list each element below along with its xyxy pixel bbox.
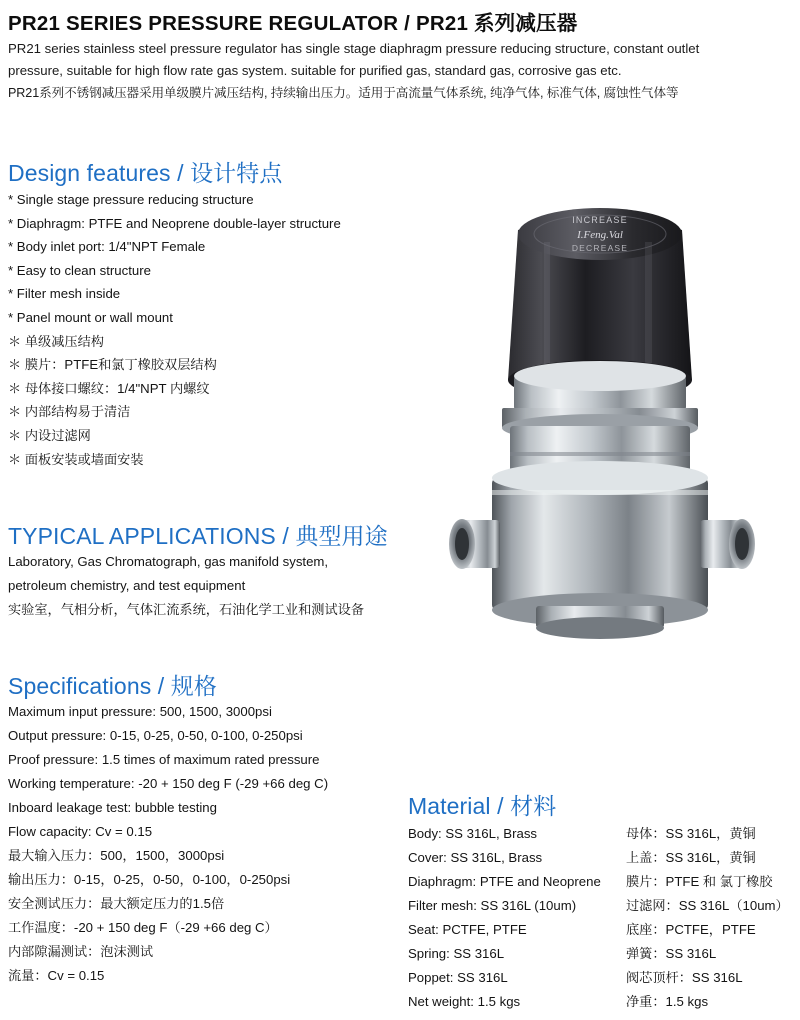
material-en: Filter mesh: SS 316L (10um) [408, 898, 577, 913]
bonnet-collar-top [514, 361, 686, 391]
list-item: ＊ 内设过滤网 [8, 427, 91, 443]
material-cn: 过滤网：SS 316L（10um） [626, 898, 789, 913]
port-left [449, 519, 500, 569]
table-row [408, 918, 800, 942]
spec-line: 流量：Cv = 0.15 [8, 968, 105, 983]
material-cn: 母体：SS 316L，黄铜 [626, 826, 756, 841]
spec-line: 输出压力：0-15，0-25，0-50，0-100，0-250psi [8, 872, 291, 887]
list-item: * Single stage pressure reducing structure [8, 192, 254, 207]
intro-line-2: pressure, suitable for high flow rate gas system. suitable for purified gas, standard gas, corrosive gas etc. [8, 63, 622, 78]
product-photo [440, 190, 770, 710]
applications-line: petroleum chemistry, and test equipment [8, 578, 246, 593]
knob-label-brand: I.Feng.Val [577, 229, 623, 241]
spec-line: Output pressure: 0-15, 0-25, 0-50, 0-100, 0-250psi [8, 728, 303, 743]
specifications-heading-sep: / [151, 673, 171, 699]
list-item: ＊ 面板安装或墙面安装 [8, 451, 144, 467]
spec-line: Working temperature: -20 + 150 deg F (-29 +66 deg C) [8, 776, 329, 791]
knob-label-decrease: DECREASE [571, 243, 629, 253]
list-item: ＊ 内部结构易于清洁 [8, 404, 131, 420]
table-row [408, 894, 800, 918]
page-title-en: PR21 SERIES PRESSURE REGULATOR / [8, 12, 416, 35]
cover-seam [510, 452, 690, 456]
material-en: Poppet: SS 316L [408, 970, 508, 985]
list-item: * Panel mount or wall mount [8, 309, 173, 325]
specifications-list [8, 700, 328, 988]
material-heading-en: Material [408, 793, 491, 819]
spec-line: Proof pressure: 1.5 times of maximum rated pressure [8, 752, 320, 767]
intro-line-1: PR21 series stainless steel pressure regulator has single stage diaphragm pressure reducing structure, constant outlet [8, 41, 700, 56]
specifications-heading-en: Specifications [8, 673, 152, 699]
material-en: Net weight: 1.5 kgs [408, 994, 521, 1009]
material-cn: 上盖：SS 316L，黄铜 [626, 850, 756, 865]
design-features-heading-cn: 设计特点 [190, 160, 283, 186]
spec-line: 工作温度：-20 + 150 deg F（-29 +66 deg C） [8, 920, 278, 935]
bottom-cap-end [536, 617, 664, 639]
knob-label-increase: INCREASE [572, 215, 628, 225]
applications-line: 实验室，气相分析，气体汇流系统，石油化学工业和测试设备 [8, 602, 365, 617]
table-row [408, 846, 800, 870]
design-features-heading [8, 155, 282, 188]
material-heading-cn: 材料 [510, 793, 557, 819]
table-row [408, 990, 800, 1014]
page-title [8, 6, 577, 36]
spec-line: 安全测试压力：最大额定压力的1.5倍 [8, 896, 225, 911]
page-title-cn: PR21 系列减压器 [415, 12, 578, 35]
applications-line: Laboratory, Gas Chromatograph, gas manifold system, [8, 554, 329, 569]
typical-applications-heading [8, 518, 388, 551]
spec-line: 最大输入压力：500，1500，3000psi [8, 848, 225, 863]
regulator-body [492, 478, 708, 610]
specifications-heading-cn: 规格 [170, 673, 217, 699]
body-top [492, 461, 708, 495]
material-cn: 净重：1.5 kgs [626, 994, 709, 1009]
material-en: Seat: PCTFE, PTFE [408, 922, 527, 937]
table-row [408, 870, 800, 894]
spec-line: Maximum input pressure: 500, 1500, 3000psi [8, 704, 272, 719]
intro-paragraph [8, 38, 788, 104]
material-en: Cover: SS 316L, Brass [408, 850, 543, 865]
list-item: ＊ 母体接口螺纹：1/4"NPT 内螺纹 [8, 380, 210, 396]
specifications-heading [8, 668, 217, 701]
list-item: * Diaphragm: PTFE and Neoprene double-layer structure [8, 215, 341, 231]
material-table [408, 822, 800, 1014]
material-heading-sep: / [490, 793, 511, 819]
spec-line: Inboard leakage test: bubble testing [8, 800, 217, 815]
design-features-heading-sep: / [170, 160, 191, 186]
table-row [408, 966, 800, 990]
material-en: Spring: SS 316L [408, 946, 505, 961]
spec-line: 内部隙漏测试：泡沫测试 [8, 944, 154, 959]
material-cn: 底座：PCTFE，PTFE [626, 922, 756, 937]
typical-applications-heading-en: TYPICAL APPLICATIONS [8, 523, 276, 549]
list-item: ＊ 膜片：PTFE和氯丁橡胶双层结构 [8, 357, 217, 373]
pressure-regulator-illustration [440, 190, 770, 710]
knob-highlight [645, 242, 652, 378]
table-row [408, 942, 800, 966]
material-cn: 弹簧：SS 316L [626, 946, 717, 961]
material-heading [408, 788, 556, 821]
design-features-heading-en: Design features [8, 160, 171, 186]
material-en: Diaphragm: PTFE and Neoprene [408, 874, 601, 889]
port-right [700, 519, 755, 569]
spec-line: Flow capacity: Cv = 0.15 [8, 824, 153, 839]
intro-line-3: PR21系列不锈钢减压器采用单级膜片减压结构, 持续输出压力。适用于高流量气体系统, 纯净气体, 标准气体, 腐蚀性气体等 [8, 86, 679, 100]
design-features-list [8, 188, 341, 471]
material-cn: 阀芯顶杆：SS 316L [626, 970, 743, 985]
body-highlight [492, 490, 708, 495]
typical-applications-body [8, 550, 364, 622]
list-item: * Body inlet port: 1/4"NPT Female [8, 239, 206, 255]
list-item: * Easy to clean structure [8, 262, 151, 278]
table-row [408, 822, 800, 846]
knob-highlight [544, 242, 550, 378]
typical-applications-heading-cn: 典型用途 [295, 523, 388, 549]
list-item: * Filter mesh inside [8, 286, 121, 302]
list-item: ＊ 单级减压结构 [8, 333, 104, 349]
typical-applications-heading-sep: / [275, 523, 296, 549]
material-cn: 膜片：PTFE 和 氯丁橡胶 [626, 874, 773, 889]
material-en: Body: SS 316L, Brass [408, 826, 538, 841]
